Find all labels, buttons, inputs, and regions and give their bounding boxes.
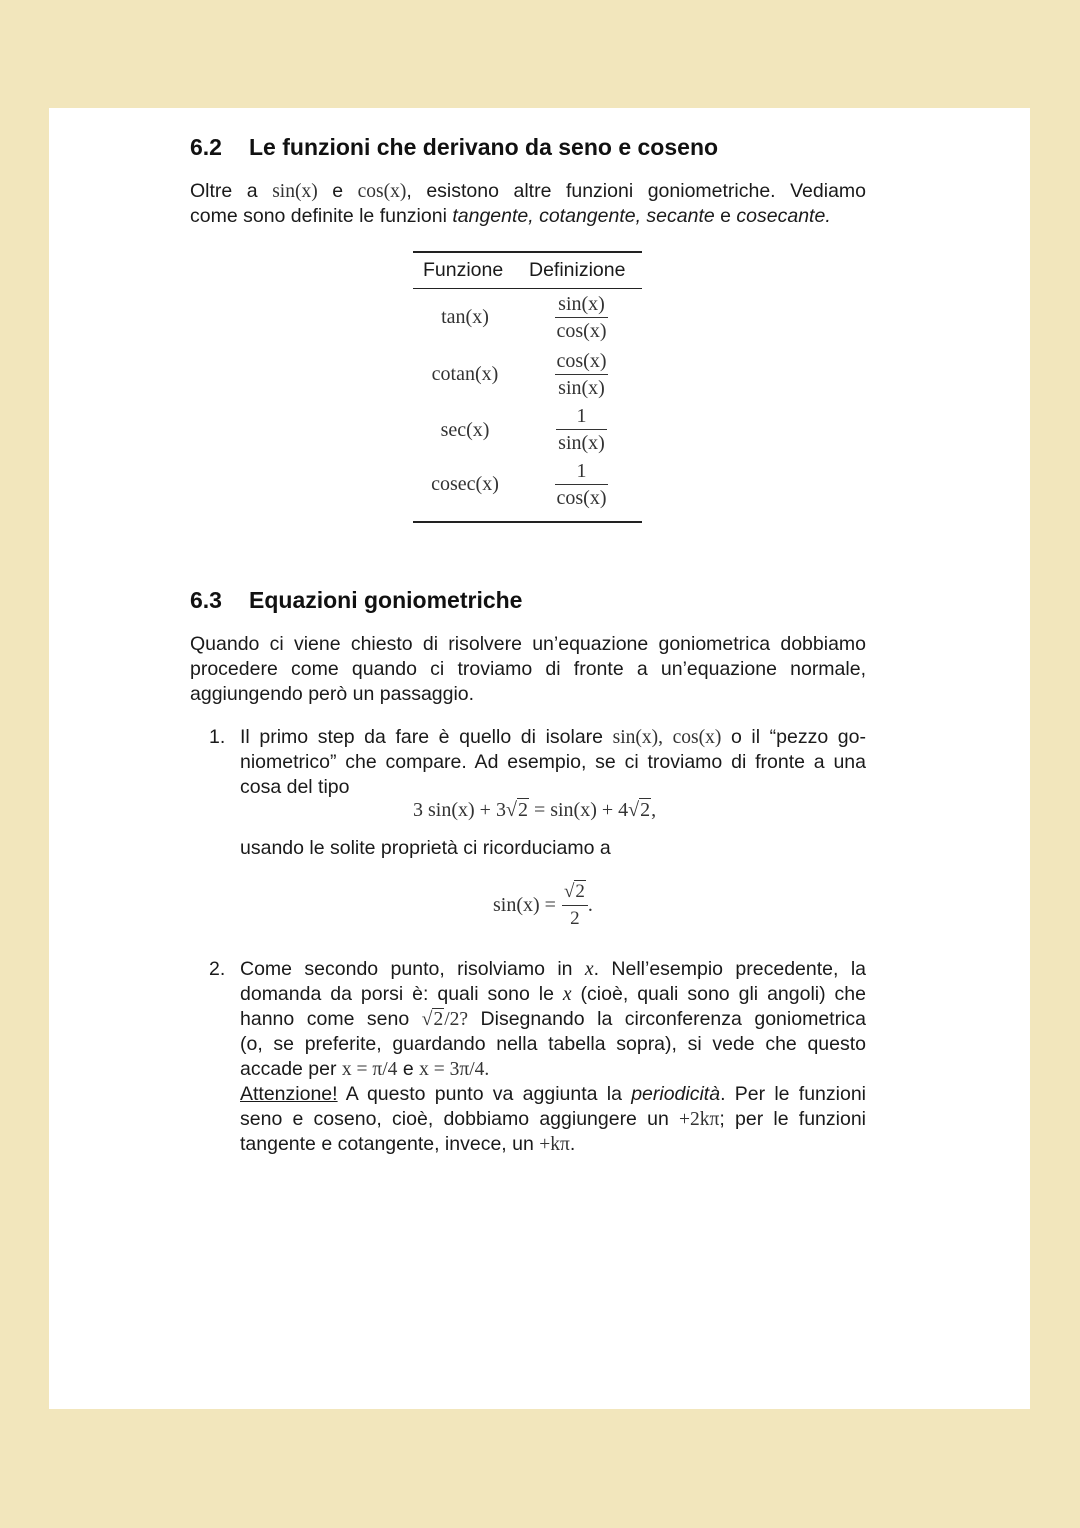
table-row-definition: $\frac{\sin(x)}{\cos(x)}$ [556, 293, 607, 343]
table-row-function: sec(x) [440, 419, 490, 441]
section-heading-6-3 [190, 587, 522, 614]
intro-line-1: Quando ci viene chiesto di risolvere un’equazione goniometrica dobbiamo [190, 633, 866, 655]
section-number: 6.3 [190, 587, 222, 613]
item1-line-1: Il primo step da fare è quello di isolare sin(x), cos(x) o il “pezzo go- [240, 726, 866, 748]
intro-line-2: procedere come quando ci troviamo di fronte a un’equazione normale, [190, 658, 866, 680]
section-number: 6.2 [190, 134, 222, 160]
item2-line-8: tangente e cotangente, invece, un +kπ. [240, 1133, 576, 1155]
section-6-3-intro [190, 632, 866, 707]
table-header-definizione: Definizione [529, 259, 626, 281]
table-row-definition: $\frac{1}{\cos(x)}$ [556, 460, 607, 510]
intro-line-2: come sono definite le funzioni tangente, cotangente, secante e cosecante. [190, 205, 831, 227]
table-header-rule [413, 288, 642, 289]
section-title: Equazioni goniometriche [249, 587, 523, 613]
item1-line-4: usando le solite proprietà ci ricorduciamo a [240, 837, 611, 859]
table-row-definition: $\frac{1}{\sin(x)}$ [558, 405, 605, 455]
table-header-funzione: Funzione [423, 259, 504, 281]
equation-1: 3 sin(x) + 3√2 = sin(x) + 4√2, [413, 799, 657, 821]
section-title: Le funzioni che derivano da seno e coseno [249, 134, 719, 160]
section-6-2-intro [190, 179, 866, 229]
document-page [49, 108, 1030, 1409]
section-heading-6-2 [190, 134, 718, 161]
item2-line-2: domanda da porsi è: quali sono le x (cioè, quali sono gli angoli) che [240, 983, 867, 1005]
intro-line-1: Oltre a sin(x) e cos(x), esistono altre funzioni goniometriche. Vediamo [190, 180, 867, 202]
equation-2: sin(x) = $\frac{√2}{2}$ . [493, 881, 593, 930]
intro-line-3: aggiungendo però un passaggio. [190, 683, 475, 705]
item1-line-2: niometrico” che compare. Ad esempio, se ci troviamo di fronte a una [240, 751, 866, 773]
list-item-body [240, 957, 866, 1157]
table-row-function: cotan(x) [431, 363, 499, 385]
table-row-function: cosec(x) [431, 473, 499, 495]
table-bottom-rule [413, 521, 642, 523]
item2-line-4: (o, se preferite, guardando nella tabella sopra), si vede che questo [240, 1033, 866, 1055]
table-top-rule [413, 251, 642, 253]
list-item-body [240, 725, 866, 800]
attention-label: Attenzione! [240, 1083, 338, 1105]
item2-line-1: Come secondo punto, risolviamo in x. Nell’esempio precedente, la [240, 958, 866, 980]
table-row-definition: $\frac{\cos(x)}{\sin(x)}$ [556, 350, 607, 400]
item1-line-3: cosa del tipo [240, 776, 350, 798]
item2-line-3: hanno come seno √2/2? Disegnando la circonferenza goniometrica [240, 1008, 867, 1030]
list-marker: 1. [209, 726, 226, 748]
item2-line-6: Attenzione! A questo punto va aggiunta la periodicità. Per le funzioni [240, 1083, 867, 1105]
list-marker: 2. [209, 958, 226, 980]
item2-line-7: seno e coseno, cioè, dobbiamo aggiungere un +2kπ; per le funzioni [240, 1108, 867, 1130]
table-row-function: tan(x) [441, 306, 489, 328]
item2-line-5: accade per x = π/4 e x = 3π/4. [240, 1058, 490, 1080]
